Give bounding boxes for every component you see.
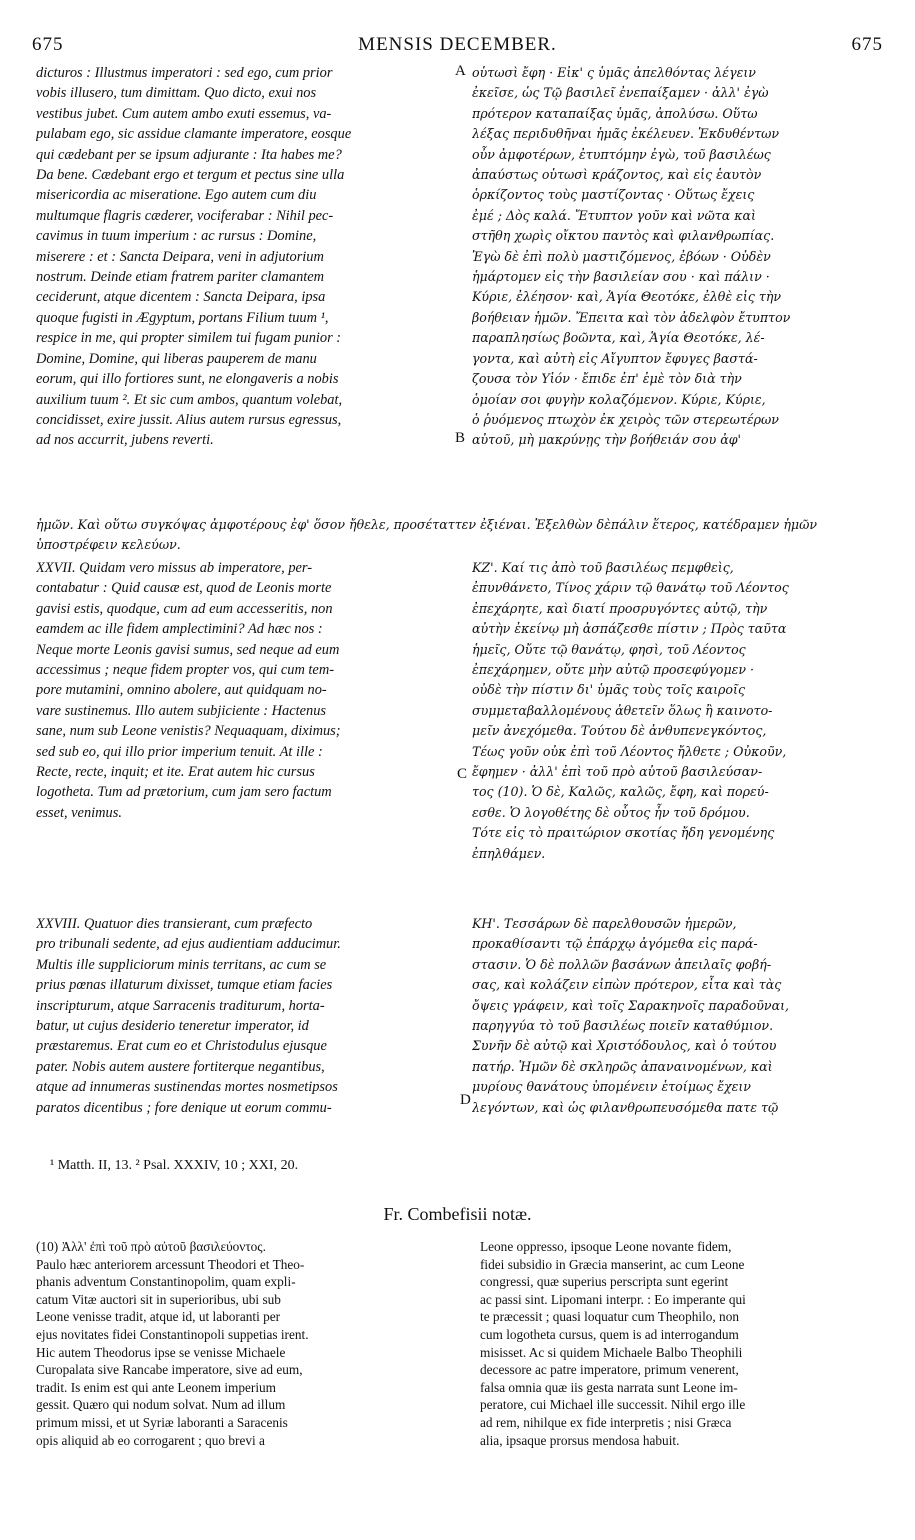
text-line: οὖν ἀμφοτέρων, ἐτυπτόμην ἐγὼ, τοῦ βασιλέως (472, 146, 771, 162)
note-line: (10) Ἀλλ' ἐπὶ τοῦ πρὸ αὐτοῦ βασιλεύοντος. (36, 1239, 266, 1254)
text-line: βοήθειαν ἡμῶν. Ἔπειτα καὶ τὸν ἀδελφὸν ἔτυπτον (472, 309, 791, 325)
text-line: στῆθη χωρὶς οἴκτου παντὸς καὶ φιλανθρωπίας. (472, 228, 775, 244)
text-line: πρότερον καταπαίξας ὑμᾶς, ἀπολύσω. Οὕτω (472, 105, 758, 121)
greek-full-width-line (36, 515, 882, 556)
text-line: pulabam ego, sic assidue clamante imperatore, eosque (36, 126, 352, 143)
text-line: πάλιν ἕτερος, κατέδραμεν ἡμῶν ὑποστρέφειν κελεύων. (36, 517, 817, 553)
text-line: ἡμεῖς, Οὔτε τῷ θανάτῳ, φησὶ, τοῦ Λέοντος (472, 641, 746, 657)
text-line: respice in me, qui propter similem tui fugam punior : (36, 330, 342, 347)
text-line: quoque fugisti in Ægyptum, portans Filium tuum ¹, (36, 309, 329, 326)
text-line: multumque flagris cæderer, vociferabar : Nihil pec- (36, 207, 334, 224)
text-line: prius pœnas illaturum dixisset, tumque etiam facies (36, 977, 333, 994)
text-line: ἐπυνθάνετο, Τίνος χάριν τῷ θανάτῳ τοῦ Λέοντος (472, 580, 789, 596)
margin-letter-a: A (455, 63, 466, 79)
text-line: παραπλησίως βοῶντα, καὶ, Ἁγία Θεοτόκε, λέ- (472, 330, 765, 346)
text-line: Da bene. Cædebant ergo et tergum et pectus sine ulla (36, 167, 345, 184)
note-line: congressi, quæ superius perscripta sunt egerint (480, 1274, 729, 1290)
note-line: phanis adventum Constantinopolim, quam expli- (36, 1274, 296, 1290)
greek-column-2 (472, 558, 882, 864)
text-line: ἡμάρτομεν εἰς τὴν βασιλείαν σου · καὶ πάλιν · (472, 269, 770, 285)
text-line: ἡμῶν. Καὶ οὕτω συγκόψας ἀμφοτέρους ἐφ' ὅσον ἤθελε, προσέταττεν ἐξιέναι. Ἐξελθὼν δὲ (36, 517, 611, 532)
text-line: nostrum. Deinde etiam fratrem pariter clamantem (36, 269, 325, 286)
text-line: οὐδὲ τὴν πίστιν δι' ὑμᾶς τοὺς τοῖς καιροῖς (472, 682, 745, 698)
text-line: αὐτὴν ἐκείνῳ μὴ ἀσπάζεσθε πίστιν ; Πρὸς ταῦτα (472, 621, 787, 637)
text-line: ὁρκίζοντος τοὺς μαστίζοντας · Οὕτως ἔχεις (472, 187, 755, 203)
text-line: Τότε εἰς τὸ πραιτώριον σκοτίας ἤδη γενομένης (472, 825, 775, 841)
note-line: Curopalata sive Rancabe imperatore, sive ad eum, (36, 1362, 303, 1378)
note-line: Paulo hæc anteriorem arcessunt Theodori et Theo- (36, 1256, 305, 1272)
text-line: qui cædebant per se ipsum adjurante : Ita habes me? (36, 146, 342, 163)
text-line: ἔφημεν · ἀλλ' ἐπὶ τοῦ πρὸ αὐτοῦ βασιλεύσαν- (472, 764, 763, 780)
text-line: τος (10). Ὁ δὲ, Καλῶς, καλῶς, ἔφη, καὶ πορεύ- (472, 784, 769, 800)
note-line: tradit. Is enim est qui ante Leonem imperium (36, 1379, 277, 1395)
latin-column-2 (36, 558, 454, 823)
note-line: ejus novitates fidei Constantinopoli suppetias irent. (36, 1326, 309, 1342)
note-line: catum Vitæ auctori sit in superioribus, ubi sub (36, 1291, 281, 1307)
text-line: ζουσα τὸν Υἱόν · ἔπιδε ἐπ' ἐμὲ τὸν διὰ τὴν (472, 371, 742, 387)
margin-letter-c: C (457, 766, 468, 782)
text-line: Ἐγὼ δὲ ἐπὶ πολὺ μαστιζόμενος, ἐβόων · Οὐδὲν (472, 248, 771, 264)
note-line: ac passi sint. Lipomani interpr. : Eo imperante qui (480, 1291, 746, 1307)
text-line: Τέως γοῦν οὐκ ἐπὶ τοῦ Λέοντος ἤλθετε ; Οὐκοῦν, (472, 743, 787, 759)
text-line: Recte, recte, inquit; et ite. Erat autem hic cursus (36, 764, 315, 781)
text-line: ὁ ῥυόμενος πτωχὸν ἐκ χειρὸς τῶν στερεωτέρων (472, 411, 779, 427)
margin-letter-d: D (460, 1092, 471, 1108)
note-line: Hic autem Theodorus ipse se venisse Michaele (36, 1344, 286, 1360)
text-line: πατήρ. Ἡμῶν δὲ σκληρῶς ἀπαναινομένων, καὶ (472, 1058, 773, 1074)
text-line: esset, venimus. (36, 804, 122, 821)
text-line: παρηγγύα τὸ τοῦ βασιλέως ποιεῖν καταθύμιον. (472, 1018, 774, 1034)
text-line: miserere : et : Sancta Deipara, veni in adjutorium (36, 248, 324, 265)
note-line: falsa omnia quæ iis gesta narrata sunt Leone im- (480, 1379, 738, 1395)
greek-column-3 (472, 914, 882, 1118)
text-line: misericordia ac miseratione. Ego autem cum diu (36, 187, 317, 204)
text-line: atque ad innumeras sustinendas mortes nosmetipsos (36, 1079, 338, 1096)
note-line: peratore, cui Michael ille successit. Nihil ergo ille (480, 1397, 746, 1413)
notes-title: Fr. Combefisii notæ. (383, 1204, 532, 1224)
text-line: Neque morte Leonis gavisi sumus, sed neque ad eum (36, 641, 340, 658)
note-line: opis aliquid ab eo corrogarent ; quo brevi a (36, 1432, 265, 1448)
text-line: προκαθίσαντι τῷ ἐπάρχῳ ἀγόμεθα εἰς παρά- (472, 936, 758, 952)
text-line: gavisi estis, quodque, cum ad eum accesseritis, non (36, 600, 333, 617)
text-line: εσθε. Ὁ λογοθέτης δὲ οὗτος ἦν τοῦ δρόμου. (472, 804, 750, 820)
text-line: concidisset, exire jussit. Alius autem rursus egressus, (36, 411, 342, 428)
text-line: λεγόντων, καὶ ὡς φιλανθρωπευσόμεθα πατε τῷ (472, 1099, 779, 1115)
text-line: ceciderunt, atque dicentem : Sancta Deipara, ipsa (36, 289, 326, 306)
text-line: eorum, qui illo fortiores sunt, ne elongaveris a nobis (36, 371, 339, 388)
latin-column-1 (36, 63, 454, 451)
latin-column-3 (36, 914, 454, 1118)
text-line: ἐπεχάρητε, καὶ διατί προσρυγόντες αὐτῷ, τὴν (472, 600, 768, 616)
running-title: MENSIS DECEMBER. (358, 34, 557, 55)
note-line: ad rem, nihilque ex fide interpretis ; nisi Græca (480, 1414, 732, 1430)
text-line: στασιν. Ὁ δὲ πολλῶν βασάνων ἀπειλαῖς φοβή- (472, 956, 772, 972)
page-number-left: 675 (32, 34, 64, 55)
text-line: accessimus ; neque fidem propter vos, qui cum tem- (36, 662, 335, 679)
text-line: inscripturum, atque Sarracenis traditurum, horta- (36, 997, 325, 1014)
text-line: cavimus in tuum imperium : ac rursus : Domine, (36, 228, 317, 245)
text-line: logotheta. Tum ad prætorium, cum jam sero factum (36, 784, 332, 801)
text-line: pater. Nobis autem austere fortiterque negantibus, (36, 1058, 325, 1075)
text-line: συμμεταβαλλομένους ἀθετεῖν ὅλως ἢ καινοτο- (472, 702, 773, 718)
text-line: αὐτοῦ, μὴ μακρύνῃς τὴν βοήθειάν σου ἀφ' (472, 432, 742, 448)
note-line: gessit. Quæro qui nodum solvat. Num ad illum (36, 1397, 286, 1413)
note-line: decessore ac patre imperatore, primum venerent, (480, 1362, 739, 1378)
margin-letter-b: B (455, 430, 466, 446)
text-line: ἐκεῖσε, ὡς Τῷ βασιλεῖ ἐνεπαίξαμεν · ἀλλ' ἐγὼ (472, 85, 769, 101)
notes-column-left (36, 1238, 456, 1449)
text-line: vestibus jubet. Cum autem ambo exuti essemus, va- (36, 105, 332, 122)
text-line: οὑτωσὶ ἔφη · Εἰκ' ς ὑμᾶς ἀπελθόντας λέγειν (472, 65, 756, 80)
text-line: paratos dicentibus ; fore denique ut eorum commu- (36, 1099, 332, 1116)
note-line: te præcessit ; quasi loquatur cum Theophilo, non (480, 1309, 740, 1325)
greek-column-1 (472, 63, 882, 451)
text-line: ὁμοίαν σοι φυγὴν κολαζόμενον. Κύριε, Κύριε, (472, 391, 766, 407)
text-line: ΚΗ'. Τεσσάρων δὲ παρελθουσῶν ἡμερῶν, (472, 916, 737, 931)
text-line: contabatur : Quid causæ est, quod de Leonis morte (36, 580, 332, 597)
text-line: ἐπηλθάμεν. (472, 845, 546, 861)
text-line: λέξας περιδυθῆναι ἡμᾶς ἐκέλευεν. Ἐκδυθέντων (472, 126, 780, 142)
text-line: Κύριε, ἐλέησον· καὶ, Ἁγία Θεοτόκε, ἐλθὲ εἰς τὴν (472, 289, 782, 305)
text-line: σας, καὶ κολάζειν εἰπὼν πρότερον, εἶτα καὶ τὰς (472, 977, 782, 993)
text-line: ἀπαύστως οὑτωσὶ κράζοντος, καὶ εἰς ἑαυτὸν (472, 167, 762, 183)
text-line: vare sustinemus. Illo autem subjiciente : Hactenus (36, 702, 327, 719)
text-line: ἐπεχάρημεν, οὔτε μὴν αὐτῷ προσεφύγομεν · (472, 662, 755, 678)
text-line: ΚΖ'. Καί τις ἀπὸ τοῦ βασιλέως πεμφθεὶς, (472, 560, 734, 575)
text-line: batur, ut cujus desiderio teneretur imperator, id (36, 1018, 309, 1035)
note-line: primum missi, et ut Syriæ laboranti a Saracenis (36, 1414, 288, 1430)
text-line: μεῖν ἀνεχόμεθα. Τούτου δὲ ἀνθυπενεγκόντος, (472, 723, 767, 739)
text-line: eamdem ac ille fidem amplectimini? Ad hæc nos : (36, 621, 323, 638)
page-header (32, 34, 883, 58)
notes-column-right (480, 1238, 882, 1449)
note-line: misisset. Ac si quidem Michaele Balbo Theophili (480, 1344, 743, 1360)
text-line: ὄψεις γράφειν, καὶ τοῖς Σαρακηνοῖς παραδοῦναι, (472, 997, 790, 1013)
text-line: sed sub eo, qui illo prior imperium tenuit. At ille : (36, 743, 323, 760)
text-line: dicturos : Illustmus imperatori : sed ego, cum prior (36, 65, 333, 81)
text-line: pore mutamini, omnino abolere, aut quidquam no- (36, 682, 327, 699)
text-line: γοντα, καὶ αὐτὴ εἰς Αἴγυπτον ἔφυγες βαστά- (472, 350, 758, 366)
page-number-right: 675 (851, 34, 883, 55)
text-line: auxilium tuum ². Et sic cum ambos, quantum volebat, (36, 391, 343, 408)
text-line: pro tribunali sedente, ad ejus audientiam adducimur. (36, 936, 341, 953)
text-line: XXVIII. Quatuor dies transierant, cum præfecto (36, 916, 313, 932)
note-line: Leone venisse tradit, atque id, ut laboranti per (36, 1309, 281, 1325)
note-line: Leone oppresso, ipsoque Leone novante fidem, (480, 1239, 732, 1254)
note-line: alia, ipsaque prorsus mendosa habuit. (480, 1432, 680, 1448)
text-line: sane, num sub Leone venistis? Nequaquam, diximus; (36, 723, 341, 740)
note-line: fidei subsidio in Græcia manserint, ac cum Leone (480, 1256, 745, 1272)
text-line: XXVII. Quidam vero missus ab imperatore, per- (36, 560, 313, 576)
footnotes: ¹ Matth. II, 13. ² Psal. XXXIV, 10 ; XXI, 20. (50, 1158, 299, 1173)
text-line: præstaremus. Erat cum eo et Christodulus ejusque (36, 1038, 327, 1055)
text-line: μυρίους θανάτους ὑπομένειν ἑτοίμως ἔχειν (472, 1079, 751, 1095)
text-line: Multis ille suppliciorum minis territans, ac cum se (36, 956, 327, 973)
text-line: ad nos accurrit, jubens reverti. (36, 432, 214, 449)
text-line: vobis illusero, tum dimittam. Quo dicto, exui nos (36, 85, 317, 102)
text-line: Domine, Domine, qui liberas pauperem de manu (36, 350, 317, 367)
text-line: Συνῆν δὲ αὐτῷ καὶ Χριστόδουλος, καὶ ὁ τούτου (472, 1038, 777, 1054)
note-line: cum logotheta cursus, quem is ad interrogandum (480, 1326, 739, 1342)
text-line: ἐμέ ; Δὸς καλά. Ἔτυπτον γοῦν καὶ νῶτα καὶ (472, 207, 756, 223)
